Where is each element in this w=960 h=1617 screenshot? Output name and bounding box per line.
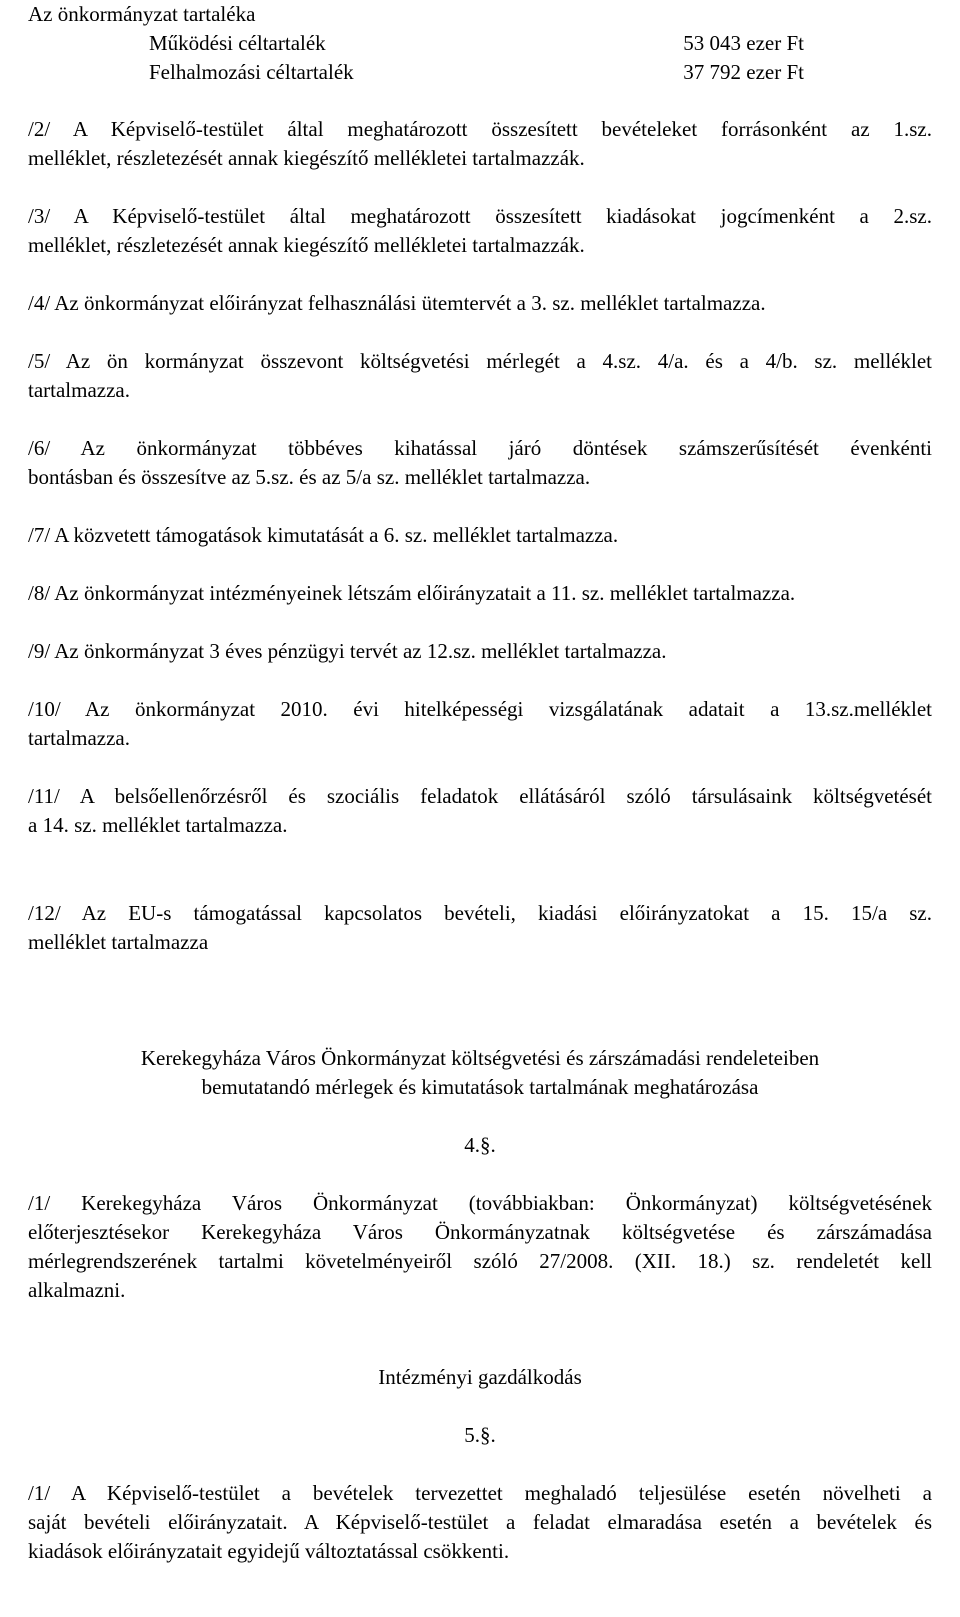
section-2-heading: Intézményi gazdálkodás (378, 1365, 582, 1389)
section-heading-line-2: bemutatandó mérlegek és kimutatások tartalmának meghatározása (201, 1075, 759, 1099)
section-1-para-line-2: előterjesztésekor Kerekegyháza Város Önkormányzatnak költségvetése és zárszámadása (28, 1220, 932, 1244)
reserve-label: Működési céltartalék (149, 31, 326, 55)
paragraph-3-line-1: /3/ A Képviselő-testület által meghatározott összesített kiadásokat jogcímenként a 2.sz. (28, 204, 932, 228)
reserve-title: Az önkormányzat tartaléka (28, 2, 256, 26)
section-2-para-line-1: /1/ A Képviselő-testület a bevételek tervezettet meghaladó teljesülése esetén növelheti a (28, 1481, 932, 1505)
section-number: 4.§. (464, 1133, 496, 1157)
section-2-para-line-3: kiadások előirányzatait egyidejű változtatással csökkenti. (28, 1539, 510, 1563)
section-1-para-line-1: /1/ Kerekegyháza Város Önkormányzat (továbbiakban: Önkormányzat) költségvetésének (28, 1191, 932, 1215)
paragraph-5-line-1: /5/ Az ön kormányzat összevont költségvetési mérlegét a 4.sz. 4/a. és a 4/b. sz. melléklet (28, 349, 932, 373)
paragraph-7: /7/ A közvetett támogatások kimutatását a 6. sz. melléklet tartalmazza. (28, 523, 619, 547)
section-1-para-line-4: alkalmazni. (28, 1278, 126, 1302)
paragraph-10-line-1: /10/ Az önkormányzat 2010. évi hitelképességi vizsgálatának adatait a 13.sz.melléklet (28, 697, 932, 721)
paragraph-6-line-1: /6/ Az önkormányzat többéves kihatással járó döntések számszerűsítését évenkénti (28, 436, 932, 460)
paragraph-2-line-2: melléklet, részletezését annak kiegészítő mellékletei tartalmazzák. (28, 146, 585, 170)
paragraph-10-line-2: tartalmazza. (28, 726, 131, 750)
paragraph-12-line-2: melléklet tartalmazza (28, 930, 209, 954)
paragraph-11-line-2: a 14. sz. melléklet tartalmazza. (28, 813, 288, 837)
paragraph-11-line-1: /11/ A belsőellenőrzésről és szociális feladatok ellátásáról szóló társulásaink költségvetését (28, 784, 932, 808)
paragraph-3-line-2: melléklet, részletezését annak kiegészítő mellékletei tartalmazzák. (28, 233, 585, 257)
section-2-number: 5.§. (464, 1423, 496, 1447)
reserve-row (28, 29, 932, 58)
paragraph-2-line-1: /2/ A Képviselő-testület által meghatározott összesített bevételeket forrásonként az 1.sz. (28, 117, 932, 141)
paragraph-9: /9/ Az önkormányzat 3 éves pénzügyi tervét az 12.sz. melléklet tartalmazza. (28, 639, 667, 663)
section-1-para-line-3: mérlegrendszerének tartalmi követelményeiről szóló 27/2008. (XII. 18.) sz. rendeletét kell (28, 1249, 932, 1273)
paragraph-6-line-2: bontásban és összesítve az 5.sz. és az 5/a sz. melléklet tartalmazza. (28, 465, 591, 489)
reserve-value: 53 043 ezer Ft (683, 31, 804, 55)
reserve-label: Felhalmozási céltartalék (149, 60, 354, 84)
section-2-para-line-2: saját bevételi előirányzatait. A Képviselő-testület a feladat elmaradása esetén a bevételek és (28, 1510, 932, 1534)
reserve-value: 37 792 ezer Ft (683, 60, 804, 84)
paragraph-4: /4/ Az önkormányzat előirányzat felhasználási ütemtervét a 3. sz. melléklet tartalmazza. (28, 291, 766, 315)
paragraph-5-line-2: tartalmazza. (28, 378, 131, 402)
section-heading-line-1: Kerekegyháza Város Önkormányzat költségvetési és zárszámadási rendeleteiben (140, 1046, 820, 1070)
reserve-row (28, 58, 932, 87)
paragraph-8: /8/ Az önkormányzat intézményeinek létszám előirányzatait a 11. sz. melléklet tartalmazza. (28, 581, 796, 605)
paragraph-12-line-1: /12/ Az EU-s támogatással kapcsolatos bevételi, kiadási előirányzatokat a 15. 15/a sz. (28, 901, 932, 925)
